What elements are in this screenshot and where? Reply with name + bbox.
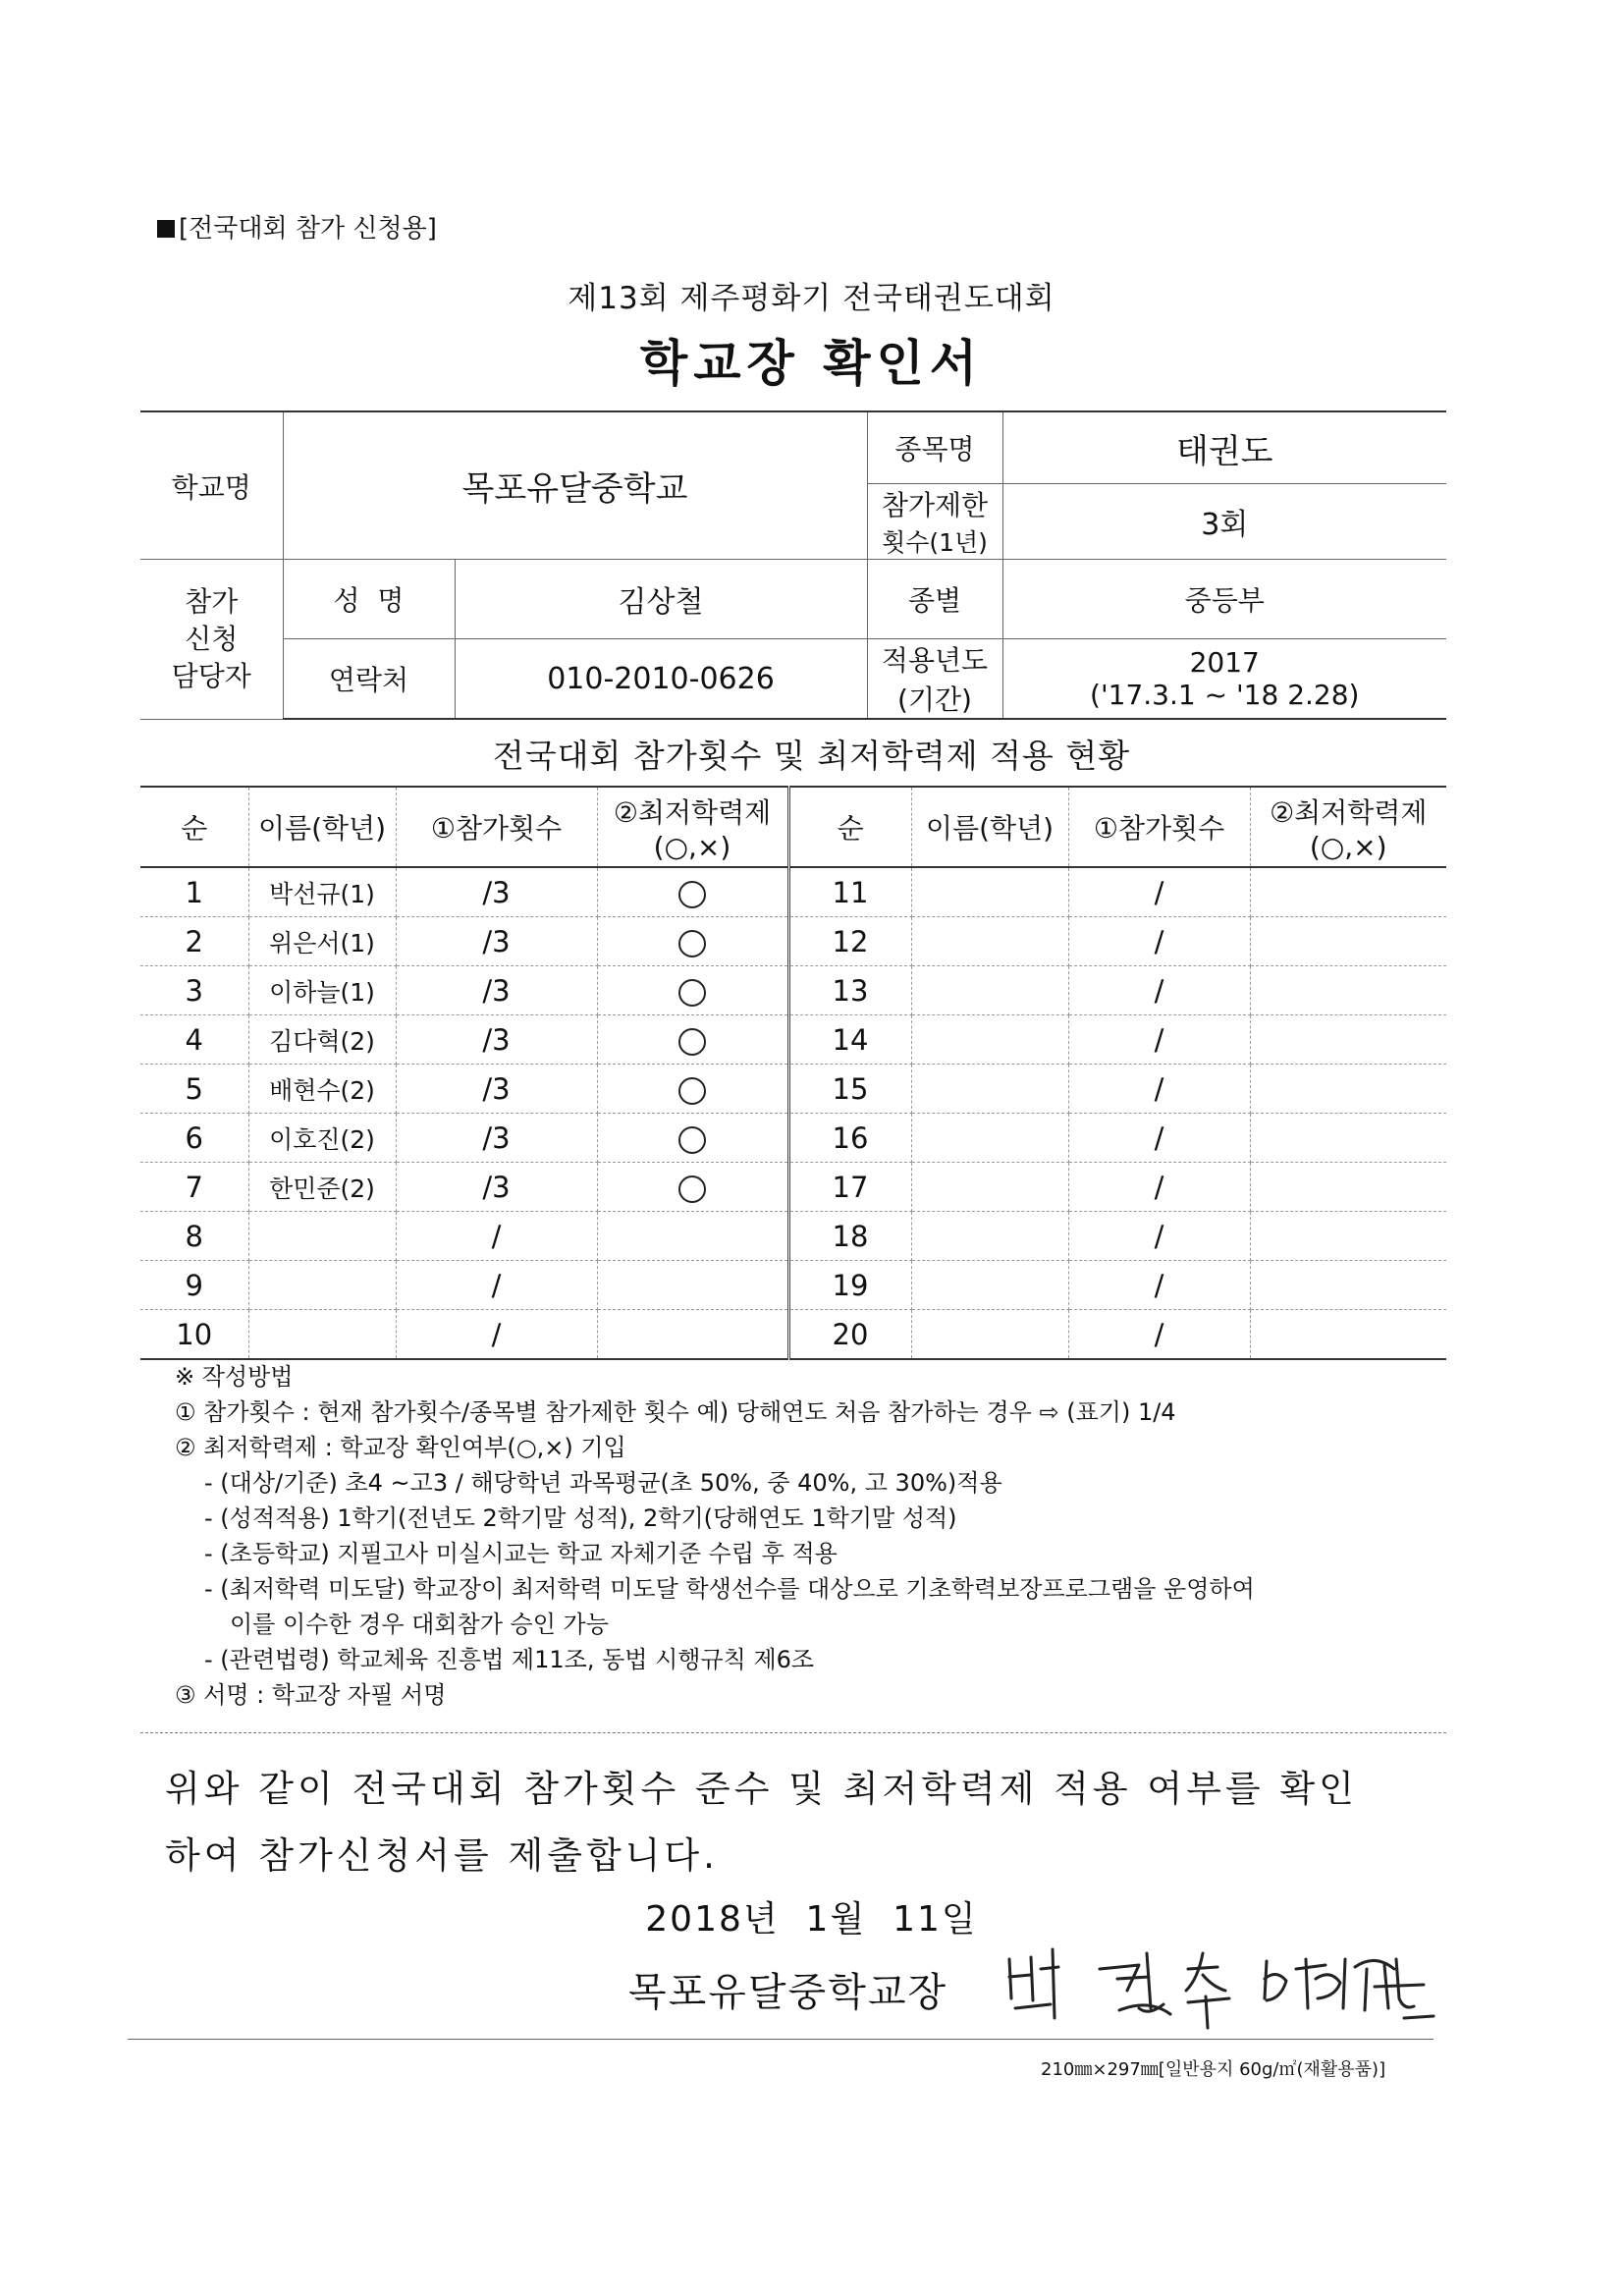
- header-no: 순: [140, 787, 248, 867]
- row-min-right: [1250, 1015, 1446, 1065]
- row-count: /3: [396, 1015, 597, 1065]
- row-min: [597, 1310, 788, 1360]
- row-min-right: [1250, 1114, 1446, 1163]
- notes-line: ② 최저학력제 : 학교장 확인여부(○,×) 기입: [175, 1434, 626, 1461]
- confirmation-text: [165, 1756, 1441, 1889]
- limit-value: 3회: [1002, 484, 1446, 560]
- square-bullet-icon: [157, 220, 175, 238]
- row-count: /: [396, 1310, 597, 1360]
- form-label-text: [전국대회 참가 신청용]: [179, 214, 437, 244]
- table-row: [140, 1015, 1446, 1065]
- header-count-right: ①참가횟수: [1068, 787, 1250, 867]
- row-name-right: [911, 1163, 1068, 1212]
- header-name: 이름(학년): [248, 787, 396, 867]
- row-no-right: 20: [788, 1310, 911, 1360]
- row-min: [597, 1212, 788, 1261]
- row-no-right: 17: [788, 1163, 911, 1212]
- roster-table: [140, 786, 1446, 1360]
- table-row: [140, 867, 1446, 917]
- notes-line: 이를 이수한 경우 대회참가 승인 가능: [230, 1611, 609, 1638]
- row-name-right: [911, 1212, 1068, 1261]
- period-value: ('17.3.1 ~ '18 2.28): [1090, 679, 1360, 711]
- principal-title: 목포유달중학교장: [628, 1970, 948, 2015]
- notes-line: - (성적적용) 1학기(전년도 2학기말 성적), 2학기(당해연도 1학기말 성적): [204, 1504, 957, 1532]
- circle-mark-icon: [678, 979, 706, 1007]
- notes-line: ③ 서명 : 학교장 자필 서명: [175, 1681, 447, 1709]
- year-label-line2: (기간): [897, 683, 972, 716]
- sport-value: 태권도: [1002, 411, 1446, 484]
- page-title: 학교장 확인서: [639, 335, 984, 392]
- info-table: [140, 410, 1446, 720]
- circle-mark-icon: [678, 1175, 706, 1203]
- row-min-right: [1250, 1212, 1446, 1261]
- row-no: 3: [140, 966, 248, 1015]
- row-no: 10: [140, 1310, 248, 1360]
- row-count: /3: [396, 1163, 597, 1212]
- divider: [140, 1732, 1446, 1733]
- notes-line: - (관련법령) 학교체육 진흥법 제11조, 동법 시행규칙 제6조: [204, 1646, 815, 1673]
- row-count-right: /: [1068, 917, 1250, 966]
- header-name-right: 이름(학년): [911, 787, 1068, 867]
- confirm-line2: 하여 참가신청서를 제출합니다.: [165, 1834, 719, 1877]
- row-name: [248, 1212, 396, 1261]
- row-no: 2: [140, 917, 248, 966]
- division-label: 종별: [867, 560, 1002, 639]
- row-count: /3: [396, 1065, 597, 1114]
- header-count: ①참가횟수: [396, 787, 597, 867]
- row-no-right: 15: [788, 1065, 911, 1114]
- table-row: [140, 1065, 1446, 1114]
- event-title: 제13회 제주평화기 전국태권도대회: [568, 281, 1055, 316]
- row-min: [597, 867, 788, 917]
- row-name: 박선규(1): [248, 867, 396, 917]
- header-min-right-line2: (○,×): [1309, 830, 1387, 863]
- header-min-right: [1250, 787, 1446, 867]
- table-row: [140, 1163, 1446, 1212]
- row-no-right: 18: [788, 1212, 911, 1261]
- row-min-right: [1250, 1261, 1446, 1310]
- header-min-right-line1: ②최저학력제: [1270, 795, 1428, 829]
- row-name-right: [911, 1015, 1068, 1065]
- row-name-right: [911, 1310, 1068, 1360]
- row-min-right: [1250, 867, 1446, 917]
- row-no: 6: [140, 1114, 248, 1163]
- row-name: 이호진(2): [248, 1114, 396, 1163]
- row-no-right: 19: [788, 1261, 911, 1310]
- row-no-right: 13: [788, 966, 911, 1015]
- instructions: [175, 1359, 1451, 1713]
- row-count: /3: [396, 917, 597, 966]
- row-count-right: /: [1068, 1163, 1250, 1212]
- table-row: [140, 1114, 1446, 1163]
- row-no: 7: [140, 1163, 248, 1212]
- year-label: [867, 639, 1002, 720]
- header-min-line2: (○,×): [653, 830, 731, 863]
- row-min: [597, 966, 788, 1015]
- row-name: 배현수(2): [248, 1065, 396, 1114]
- notes-line: - (초등학교) 지필고사 미실시교는 학교 자체기준 수립 후 적용: [204, 1540, 838, 1567]
- row-count-right: /: [1068, 966, 1250, 1015]
- row-name: [248, 1310, 396, 1360]
- school-label: 학교명: [140, 411, 283, 560]
- row-min: [597, 1261, 788, 1310]
- circle-mark-icon: [678, 1077, 706, 1105]
- header-min: [597, 787, 788, 867]
- limit-label-line1: 참가제한: [881, 489, 989, 521]
- circle-mark-icon: [678, 930, 706, 957]
- row-count-right: /: [1068, 1114, 1250, 1163]
- table-row: [140, 1261, 1446, 1310]
- paper-spec: 210㎜×297㎜[일반용지 60g/㎡(재활용품)]: [1041, 2059, 1386, 2080]
- phone-label: 연락처: [283, 639, 455, 720]
- row-count-right: /: [1068, 1015, 1250, 1065]
- row-name-right: [911, 1114, 1068, 1163]
- limit-label-line2: 횟수(1년): [882, 528, 988, 557]
- row-count-right: /: [1068, 867, 1250, 917]
- row-count: /3: [396, 867, 597, 917]
- row-min: [597, 1015, 788, 1065]
- notes-heading: ※ 작성방법: [175, 1363, 294, 1391]
- name-label: 성 명: [283, 560, 455, 639]
- row-no: 8: [140, 1212, 248, 1261]
- contact-group-line3: 담당자: [171, 659, 251, 692]
- row-name-right: [911, 867, 1068, 917]
- row-min: [597, 1114, 788, 1163]
- row-min: [597, 1065, 788, 1114]
- row-name: 한민준(2): [248, 1163, 396, 1212]
- year-label-line1: 적용년도: [881, 644, 989, 677]
- row-no: 1: [140, 867, 248, 917]
- table-row: [140, 1310, 1446, 1360]
- row-no: 4: [140, 1015, 248, 1065]
- confirm-line1: 위와 같이 전국대회 참가횟수 준수 및 최저학력제 적용 여부를 확인: [165, 1768, 1358, 1810]
- row-name: [248, 1261, 396, 1310]
- circle-mark-icon: [678, 1126, 706, 1154]
- sport-label: 종목명: [867, 411, 1002, 484]
- row-count-right: /: [1068, 1065, 1250, 1114]
- notes-line: - (최저학력 미도달) 학교장이 최저학력 미도달 학생선수를 대상으로 기초학력보장프로그램을 운영하여: [204, 1575, 1255, 1603]
- row-count: /: [396, 1261, 597, 1310]
- row-name-right: [911, 1261, 1068, 1310]
- division-value: 중등부: [1002, 560, 1446, 639]
- row-no-right: 14: [788, 1015, 911, 1065]
- contact-group-label: [140, 560, 283, 720]
- row-count-right: /: [1068, 1212, 1250, 1261]
- table-row: [140, 917, 1446, 966]
- row-no-right: 16: [788, 1114, 911, 1163]
- circle-mark-icon: [678, 881, 706, 908]
- row-no: 5: [140, 1065, 248, 1114]
- circle-mark-icon: [678, 1028, 706, 1056]
- principal-signature: [1001, 1940, 1453, 2033]
- row-count-right: /: [1068, 1261, 1250, 1310]
- row-min-right: [1250, 917, 1446, 966]
- form-label: [157, 208, 437, 245]
- row-count-right: /: [1068, 1310, 1250, 1360]
- phone-value: 010-2010-0626: [455, 639, 867, 720]
- table-row: [140, 1212, 1446, 1261]
- table-row: [140, 966, 1446, 1015]
- year-value: [1002, 639, 1446, 720]
- row-min: [597, 1163, 788, 1212]
- row-name-right: [911, 917, 1068, 966]
- row-name-right: [911, 966, 1068, 1015]
- submission-date: 2018년 1월 11일: [645, 1899, 978, 1940]
- row-min-right: [1250, 1163, 1446, 1212]
- row-name: 위은서(1): [248, 917, 396, 966]
- row-count: /3: [396, 966, 597, 1015]
- bottom-divider: [128, 2039, 1434, 2040]
- year-value-line1: 2017: [1189, 646, 1260, 679]
- row-no-right: 11: [788, 867, 911, 917]
- name-value: 김상철: [455, 560, 867, 639]
- contact-group-line1: 참가: [185, 584, 239, 618]
- row-name-right: [911, 1065, 1068, 1114]
- notes-line: ① 참가횟수 : 현재 참가횟수/종목별 참가제한 횟수 예) 당해연도 처음 참가하는 경우 ⇨ (표기) 1/4: [175, 1398, 1176, 1426]
- contact-group-line2: 신청: [185, 622, 239, 655]
- header-min-line1: ②최저학력제: [613, 795, 772, 829]
- row-no: 9: [140, 1261, 248, 1310]
- row-count: /: [396, 1212, 597, 1261]
- row-count: /3: [396, 1114, 597, 1163]
- row-min-right: [1250, 966, 1446, 1015]
- row-min-right: [1250, 1310, 1446, 1360]
- limit-label: [867, 484, 1002, 560]
- row-min: [597, 917, 788, 966]
- roster-subtitle: 전국대회 참가횟수 및 최저학력제 적용 현황: [492, 737, 1131, 775]
- row-min-right: [1250, 1065, 1446, 1114]
- notes-line: - (대상/기준) 초4 ~고3 / 해당학년 과목평균(초 50%, 중 40%, 고 30%)적용: [204, 1469, 1002, 1497]
- header-no-right: 순: [788, 787, 911, 867]
- school-name: 목포유달중학교: [283, 411, 867, 560]
- row-name: 이하늘(1): [248, 966, 396, 1015]
- row-no-right: 12: [788, 917, 911, 966]
- row-name: 김다혁(2): [248, 1015, 396, 1065]
